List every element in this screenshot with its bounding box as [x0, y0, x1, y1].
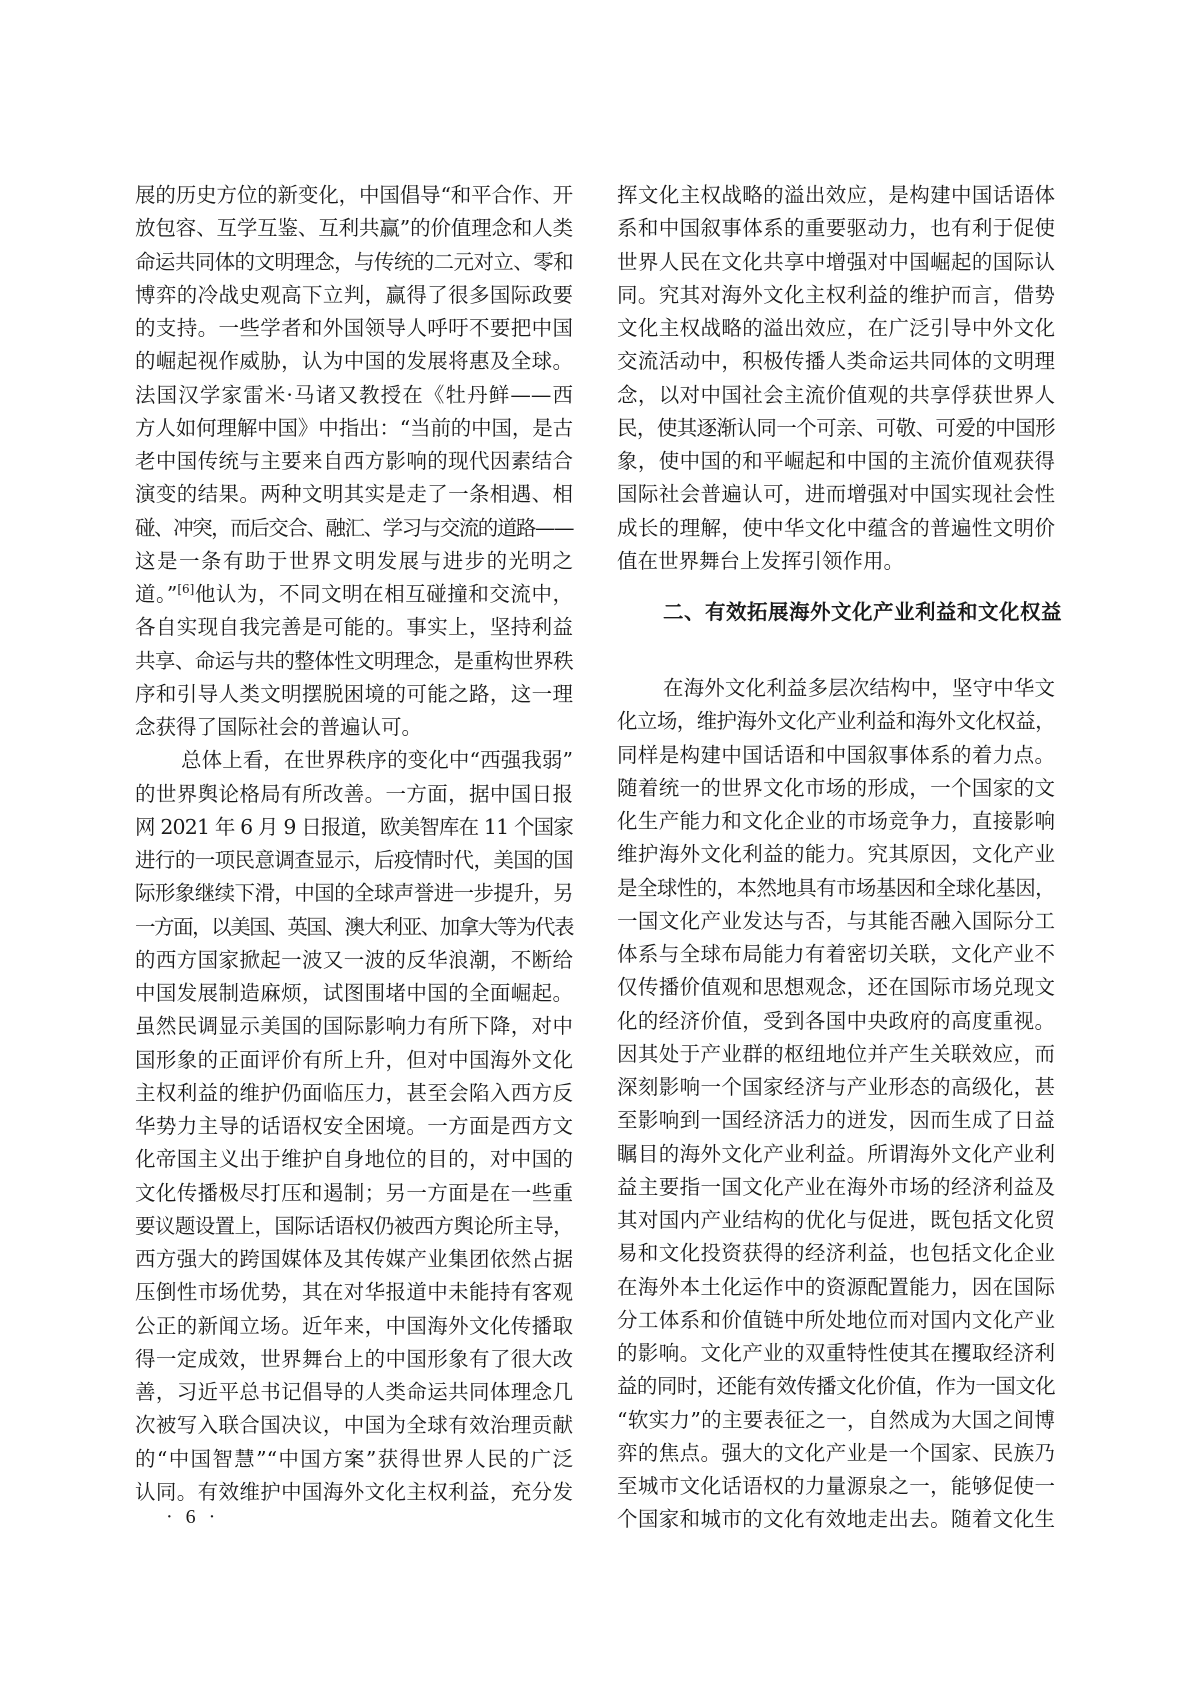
text-line: 认同。有效维护中国海外文化主权利益，充分发 — [135, 1479, 573, 1504]
text-line: 一方面，以美国、英国、澳大利亚、加拿大等为代表 — [135, 914, 573, 939]
page-number: · 6 · — [166, 1506, 220, 1528]
text-line: 弈的焦点。强大的文化产业是一个国家、民族乃 — [617, 1440, 1055, 1465]
text-line: 益主要指一国文化产业在海外市场的经济利益及 — [617, 1174, 1055, 1199]
text-line: 放包容、互学互鉴、互利共赢”的价值理念和人类 — [135, 216, 573, 241]
text-line: 值在世界舞台上发挥引领作用。 — [617, 548, 904, 573]
text-line: 念，以对中国社会主流价值观的共享俘获世界人 — [617, 382, 1055, 407]
text-line: 华势力主导的话语权安全困境。一方面是西方文 — [135, 1114, 573, 1138]
text-line: 的西方国家掀起一波又一波的反华浪潮，不断给 — [135, 947, 573, 972]
left-column — [135, 181, 573, 1511]
right-column — [617, 181, 1062, 1539]
text-line: 其对国内产业结构的优化与促进，既包括文化贸 — [617, 1208, 1055, 1232]
text-line: 这是一条有助于世界文明发展与进步的光明之 — [135, 548, 573, 573]
text-line: 中国发展制造麻烦，试图围堵中国的全面崛起。 — [135, 981, 573, 1005]
section-heading: 二、有效拓展海外文化产业利益和文化权益 — [663, 600, 1062, 624]
text-line: 挥文化主权战略的溢出效应，是构建中国话语体 — [617, 183, 1055, 207]
text-line: 共享、命运与共的整体性文明理念，是重构世界秩 — [135, 648, 574, 673]
text-line: 各自实现自我完善是可能的。事实上，坚持利益 — [135, 615, 573, 640]
line-continuation: 他认为，不同文明在相互碰撞和交流中， — [194, 582, 574, 606]
text-line: 民，使其逐渐认同一个可亲、可敬、可爱的中国形 — [617, 415, 1056, 440]
text-line: 网 2021 年 6 月 9 日报道，欧美智库在 11 个国家 — [135, 814, 573, 839]
text-line: 压倒性市场优势，其在对华报道中未能持有客观 — [135, 1280, 573, 1305]
text-line: 主权利益的维护仍面临压力，甚至会陷入西方反 — [135, 1080, 573, 1105]
text-line: 文化主权战略的溢出效应，在广泛引导中外文化 — [617, 316, 1055, 340]
text-line: 际形象继续下滑，中国的全球声誉进一步提升，另 — [135, 881, 574, 906]
text-line: 仅传播价值观和思想观念，还在国际市场兑现文 — [617, 975, 1055, 1000]
text-line: 在海外本土化运作中的资源配置能力，因在国际 — [617, 1274, 1055, 1299]
text-line: 的“中国智慧”“中国方案”获得世界人民的广泛 — [135, 1446, 573, 1471]
text-line: 次被写入联合国决议，中国为全球有效治理贡献 — [135, 1413, 573, 1438]
text-line: 同。究其对海外文化主权利益的维护而言，借势 — [617, 282, 1055, 307]
text-line: 的影响。文化产业的双重特性使其在攫取经济利 — [617, 1341, 1055, 1365]
text-line: 随着统一的世界文化市场的形成，一个国家的文 — [617, 775, 1055, 800]
text-line: 碰、冲突，而后交合、融汇、学习与交流的道路—— — [135, 515, 573, 540]
text-line: 维护海外文化利益的能力。究其原因，文化产业 — [617, 842, 1055, 867]
text-line: 化帝国主义出于维护自身地位的目的，对中国的 — [135, 1147, 573, 1172]
text-line: 虽然民调显示美国的国际影响力有所下降，对中 — [135, 1014, 573, 1039]
text-line: 念获得了国际社会的普遍认可。 — [135, 715, 422, 739]
text-line: 成长的理解，使中华文化中蕴含的普遍性文明价 — [617, 515, 1055, 540]
text-line: 因其处于产业群的枢纽地位并产生关联效应，而 — [617, 1041, 1055, 1066]
text-line: 博弈的冷战史观高下立判，赢得了很多国际政要 — [135, 282, 573, 307]
text-line: 易和文化投资获得的经济利益，也包括文化企业 — [617, 1241, 1055, 1266]
text-line — [135, 580, 573, 613]
text-line: 至城市文化话语权的力量源泉之一，能够促使一 — [617, 1474, 1055, 1498]
text-line: 是全球性的，本然地具有市场基因和全球化基因， — [617, 875, 1056, 900]
text-line: 方人如何理解中国》中指出：“当前的中国，是古 — [135, 415, 573, 440]
text-line: 深刻影响一个国家经济与产业形态的高级化，甚 — [617, 1075, 1055, 1099]
text-line: 要议题设置上，国际话语权仍被西方舆论所主导， — [135, 1213, 574, 1238]
text-line: 国际社会普遍认可，进而增强对中国实现社会性 — [617, 482, 1055, 507]
text-line: 一国文化产业发达与否，与其能否融入国际分工 — [617, 908, 1055, 933]
text-line: 象，使中国的和平崛起和中国的主流价值观获得 — [617, 449, 1055, 473]
text-line: 法国汉学家雷米·马诸又教授在《牡丹鲜——西 — [135, 382, 573, 407]
text-line: 的世界舆论格局有所改善。一方面，据中国日报 — [135, 781, 573, 806]
text-line: 命运共同体的文明理念，与传统的二元对立、零和 — [135, 249, 574, 274]
text-line: 在海外文化利益多层次结构中，坚守中华文 — [663, 676, 1055, 700]
text-line: 化的经济价值，受到各国中央政府的高度重视。 — [617, 1008, 1055, 1033]
text-line: 总体上看，在世界秩序的变化中“西强我弱” — [181, 748, 573, 773]
text-line: 同样是构建中国话语和中国叙事体系的着力点。 — [617, 742, 1055, 767]
text-line: 文化传播极尽打压和遏制；另一方面是在一些重 — [135, 1180, 573, 1205]
text-line: 世界人民在文化共享中增强对中国崛起的国际认 — [617, 249, 1055, 274]
text-line: 系和中国叙事体系的重要驱动力，也有利于促使 — [617, 216, 1055, 241]
quote-end: 道。” — [135, 582, 178, 606]
text-line: 化立场，维护海外文化产业利益和海外文化权益， — [617, 709, 1056, 734]
text-line: 益的同时，还能有效传播文化价值，作为一国文化 — [617, 1374, 1056, 1399]
text-line: 个国家和城市的文化有效地走出去。随着文化生 — [617, 1507, 1055, 1532]
text-line: 老中国传统与主要来自西方影响的现代因素结合 — [135, 449, 573, 473]
text-line: 瞩目的海外文化产业利益。所谓海外文化产业利 — [617, 1141, 1055, 1166]
text-line: 至影响到一国经济活力的迸发，因而生成了日益 — [617, 1108, 1055, 1133]
text-line: 交流活动中，积极传播人类命运共同体的文明理 — [617, 349, 1055, 374]
text-line: 的崛起视作威胁，认为中国的发展将惠及全球。 — [135, 349, 573, 374]
citation-marker: [6] — [177, 582, 195, 596]
text-line: 善，习近平总书记倡导的人类命运共同体理念几 — [135, 1380, 573, 1404]
text-line: 得一定成效，世界舞台上的中国形象有了很大改 — [135, 1346, 573, 1371]
text-line: 分工体系和价值链中所处地位而对国内文化产业 — [617, 1307, 1055, 1332]
text-line: 序和引导人类文明摆脱困境的可能之路，这一理 — [135, 681, 573, 706]
text-line: 西方强大的跨国媒体及其传媒产业集团依然占据 — [135, 1247, 573, 1271]
text-line: “软实力”的主要表征之一，自然成为大国之间博 — [617, 1407, 1055, 1432]
text-line: 演变的结果。两种文明其实是走了一条相遇、相 — [135, 482, 573, 507]
text-line: 进行的一项民意调查显示，后疫情时代，美国的国 — [135, 848, 574, 872]
text-line: 体系与全球布局能力有着密切关联，文化产业不 — [617, 942, 1055, 966]
text-line: 公正的新闻立场。近年来，中国海外文化传播取 — [135, 1313, 573, 1338]
text-line: 化生产能力和文化企业的市场竞争力，直接影响 — [617, 809, 1055, 833]
text-line: 国形象的正面评价有所上升，但对中国海外文化 — [135, 1047, 573, 1072]
text-line: 展的历史方位的新变化，中国倡导“和平合作、开 — [135, 183, 573, 207]
text-line: 的支持。一些学者和外国领导人呼吁不要把中国 — [135, 316, 573, 340]
